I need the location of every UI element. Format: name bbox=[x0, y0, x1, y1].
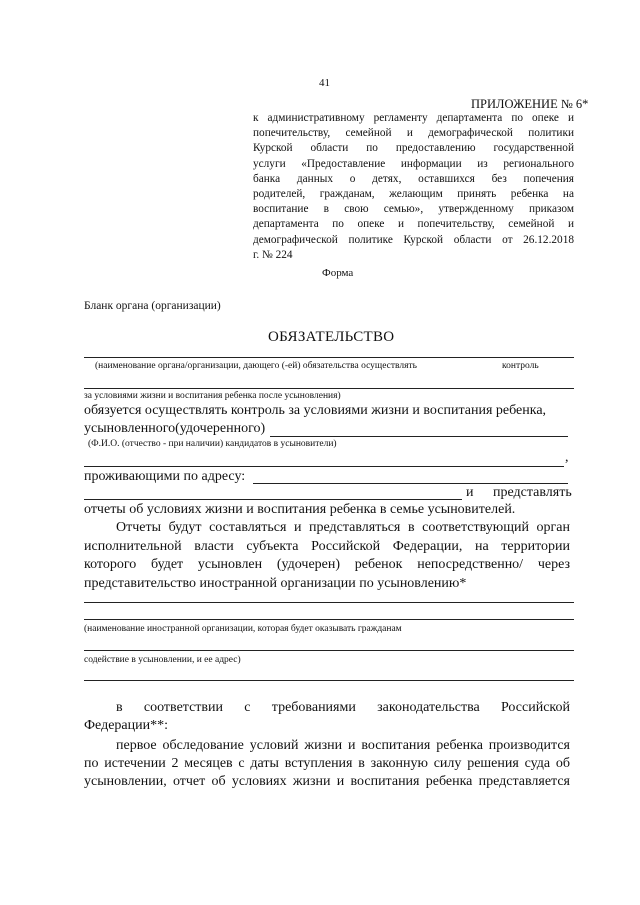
para2-line: которого будет усыновлен (удочерен) ребенок непосредственно/ через bbox=[84, 557, 570, 572]
para2-line: исполнительной власти субъекта Российской Федерации, на территории bbox=[84, 538, 570, 554]
foreign-line-2 bbox=[84, 619, 574, 620]
foreign-line-4 bbox=[84, 680, 574, 681]
form-label: Форма bbox=[322, 267, 354, 279]
appendix-line: попечительству, семейной и демографической политики bbox=[253, 127, 574, 140]
org-hint-1: (наименование органа/организации, дающего (-ей) обязательства осуществлять bbox=[95, 361, 418, 371]
comma: , bbox=[565, 450, 569, 465]
para2-line: Отчеты будут составляться и представляться в соответствующий орган bbox=[116, 520, 570, 535]
para2 bbox=[84, 519, 570, 593]
appendix-line: банка данных о детях, оставшихся без попечения bbox=[253, 172, 574, 185]
org-hint-1b: контроль bbox=[502, 361, 539, 371]
foreign-line-1 bbox=[84, 602, 574, 603]
para2-line: представительство иностранной организации по усыновлению* bbox=[84, 575, 467, 591]
blank-label: Бланк органа (организации) bbox=[84, 300, 221, 312]
para1-line1: обязуется осуществлять контроль за условиями жизни и воспитания ребенка, bbox=[84, 403, 547, 418]
living-at: проживающими по адресу: bbox=[84, 469, 246, 484]
appendix-title: ПРИЛОЖЕНИЕ № 6* bbox=[471, 97, 589, 111]
para3 bbox=[84, 699, 570, 734]
appendix-line: г. № 224 bbox=[253, 248, 293, 261]
para4 bbox=[84, 737, 570, 791]
address-line-2 bbox=[84, 499, 462, 500]
submit-word: представлять bbox=[493, 485, 572, 500]
appendix-line: Курской области по предоставлению государственной bbox=[253, 142, 574, 155]
appendix-line: воспитание в свою семью», утвержденному приказом bbox=[253, 203, 574, 216]
appendix-line: услуги «Предоставление информации из регионального bbox=[253, 157, 574, 170]
para4-line: по истечении 2 месяцев с даты вступления в законную силу решения суда об bbox=[84, 756, 570, 771]
address-line-1 bbox=[253, 483, 568, 484]
org-name-line bbox=[84, 357, 574, 358]
org-hint-2: за условиями жизни и воспитания ребенка после усыновления) bbox=[84, 391, 341, 401]
and-word: и bbox=[466, 485, 474, 500]
foreign-line-3 bbox=[84, 650, 574, 651]
page-number: 41 bbox=[319, 77, 330, 89]
para1-line2: усыновленного(удочеренного) bbox=[84, 421, 266, 436]
org-name-line-2 bbox=[84, 388, 574, 389]
appendix-line: к административному регламенту департамента по опеке и bbox=[253, 112, 574, 124]
reports-line: отчеты об условиях жизни и воспитания ребенка в семье усыновителей. bbox=[84, 502, 516, 517]
para3-line: Федерации**: bbox=[84, 717, 169, 733]
appendix-line: демографической политике Курской области от 26.12.2018 bbox=[253, 233, 574, 246]
fio-hint: (Ф.И.О. (отчество - при наличии) кандидатов в усыновители) bbox=[88, 439, 337, 449]
appendix-line: департамента по опеке и попечительству, семейной и bbox=[253, 218, 574, 231]
para4-line: первое обследование условий жизни и воспитания ребенка производится bbox=[116, 738, 570, 753]
para4-line: усыновлении, отчет об условиях жизни и воспитания ребенка представляется bbox=[84, 774, 570, 789]
candidates-line bbox=[84, 466, 564, 467]
foreign-hint-2: содействие в усыновлении, и ее адрес) bbox=[84, 655, 241, 665]
appendix-text bbox=[253, 111, 574, 263]
para3-line: в соответствии с требованиями законодательства Российской bbox=[116, 700, 570, 715]
child-name-line bbox=[270, 436, 568, 437]
appendix-line: родителей, гражданам, желающим принять ребенка на bbox=[253, 188, 574, 201]
doc-title: ОБЯЗАТЕЛЬСТВО bbox=[268, 329, 395, 345]
foreign-hint-1: (наименование иностранной организации, которая будет оказывать гражданам bbox=[84, 624, 402, 634]
